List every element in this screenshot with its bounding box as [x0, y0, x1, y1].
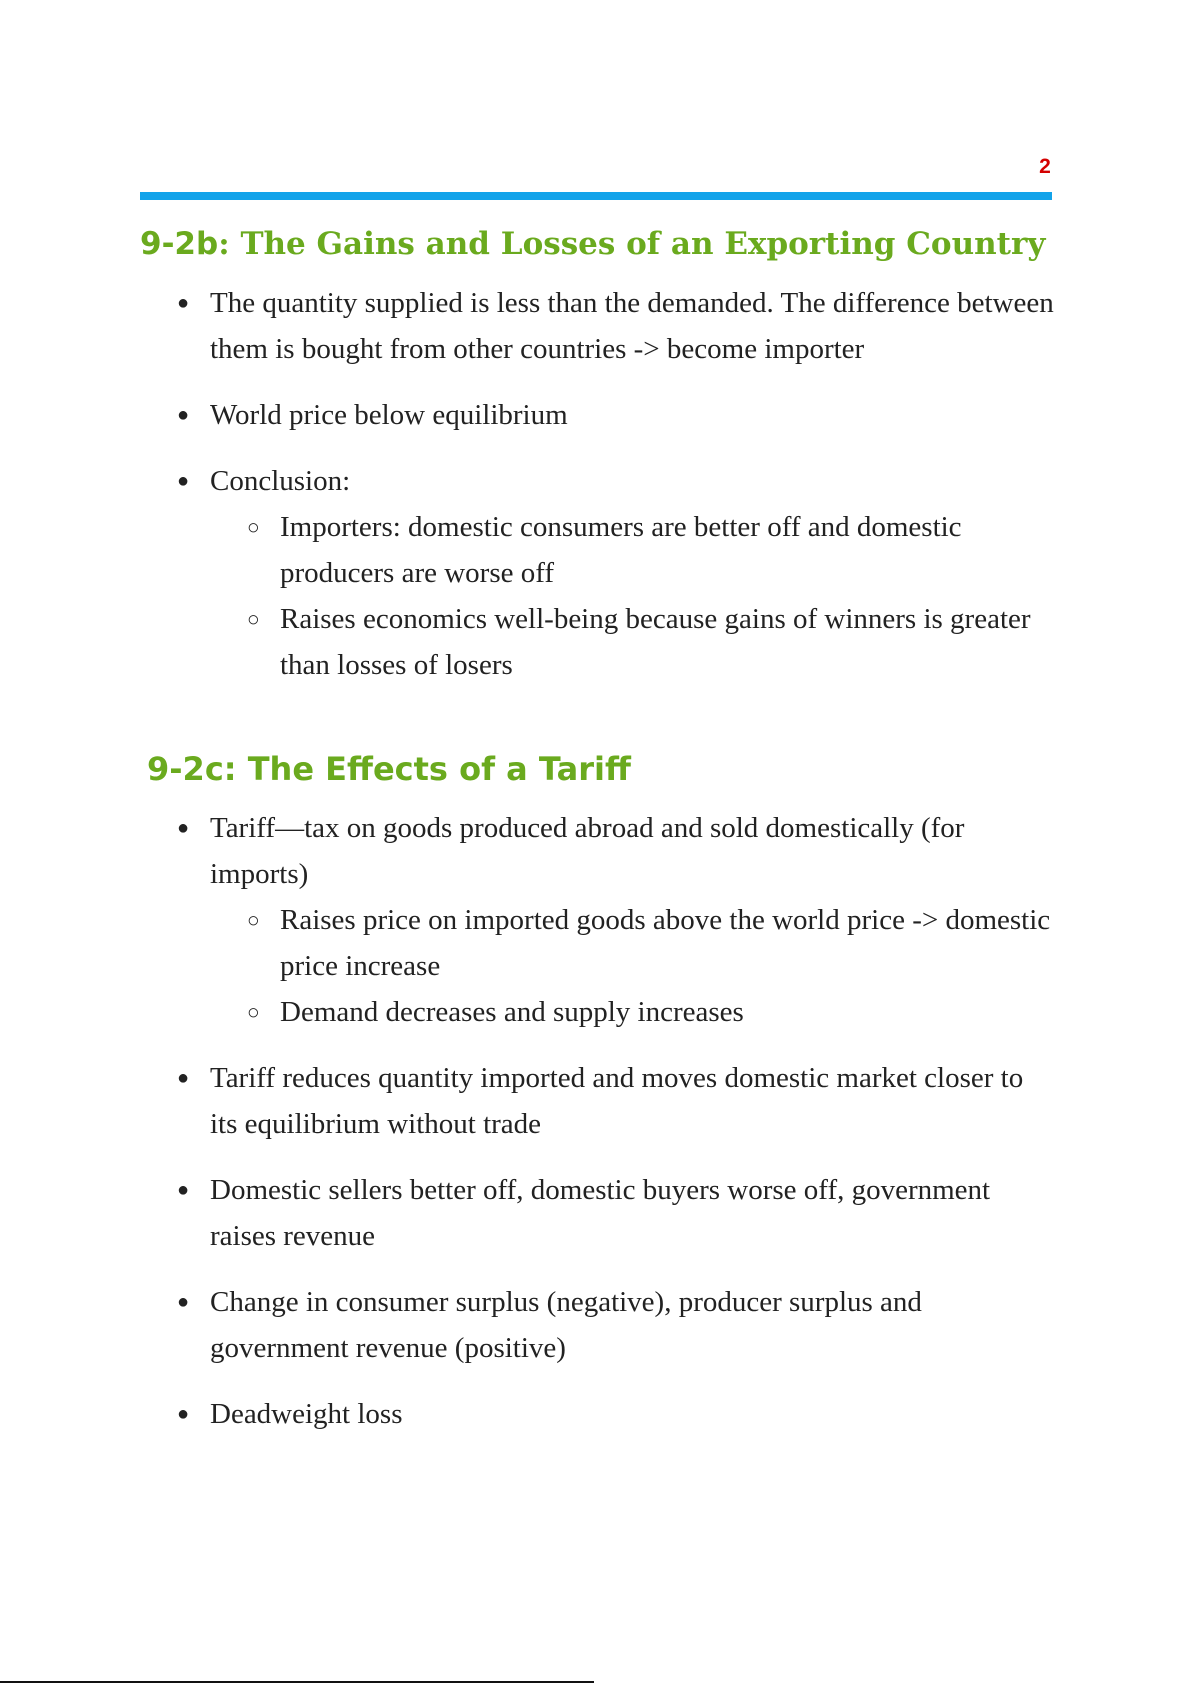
- list-item: [177, 1167, 1057, 1259]
- section-heading-9-2c: [147, 749, 631, 789]
- header-rule: [140, 192, 1052, 200]
- list-item: [177, 392, 1057, 438]
- bullet-text: Change in consumer surplus (negative), producer surplus and government revenue (positive): [210, 1286, 922, 1364]
- sub-list-item: ○ Raises price on imported goods above the world price -> domestic price increase: [247, 897, 1057, 989]
- sub-list: [247, 897, 1057, 1035]
- footer-rule: [0, 1681, 594, 1683]
- heading-text: : The Effects of a Tariff: [223, 750, 631, 788]
- section-heading-9-2b: [140, 224, 1045, 264]
- page-number: 2: [1039, 155, 1051, 178]
- list-item: [177, 280, 1057, 372]
- list-item: [177, 1055, 1057, 1147]
- sub-list-item: ○ Importers: domestic consumers are better off and domestic producers are worse off: [247, 504, 1057, 596]
- list-item: [177, 805, 1057, 1035]
- bullet-list-9-2c: [177, 805, 1057, 1457]
- heading-text: : The Gains and Losses of an Exporting Country: [218, 226, 1046, 262]
- list-item: [177, 1279, 1057, 1371]
- list-item: [177, 458, 1057, 688]
- list-item: [177, 1391, 1057, 1437]
- bullet-text: Deadweight loss: [210, 1398, 403, 1430]
- bullet-text: World price below equilibrium: [210, 399, 568, 431]
- heading-number: 9-2c: [147, 750, 224, 788]
- sub-list-item: ○ Raises economics well-being because gains of winners is greater than losses of losers: [247, 596, 1057, 688]
- bullet-list-9-2b: [177, 280, 1057, 708]
- sub-list: [247, 504, 1057, 688]
- sub-list-item: ○ Demand decreases and supply increases: [247, 989, 1057, 1035]
- bullet-text: Conclusion:: [210, 465, 351, 497]
- bullet-text: Tariff—tax on goods produced abroad and sold domestically (for imports): [210, 812, 965, 890]
- bullet-text: Tariff reduces quantity imported and moves domestic market closer to its equilibrium without trade: [210, 1062, 1024, 1140]
- bullet-text: The quantity supplied is less than the demanded. The difference between them is bought from other countries -> become importer: [210, 287, 1054, 365]
- heading-number: 9-2b: [140, 226, 219, 262]
- bullet-text: Domestic sellers better off, domestic buyers worse off, government raises revenue: [210, 1174, 991, 1252]
